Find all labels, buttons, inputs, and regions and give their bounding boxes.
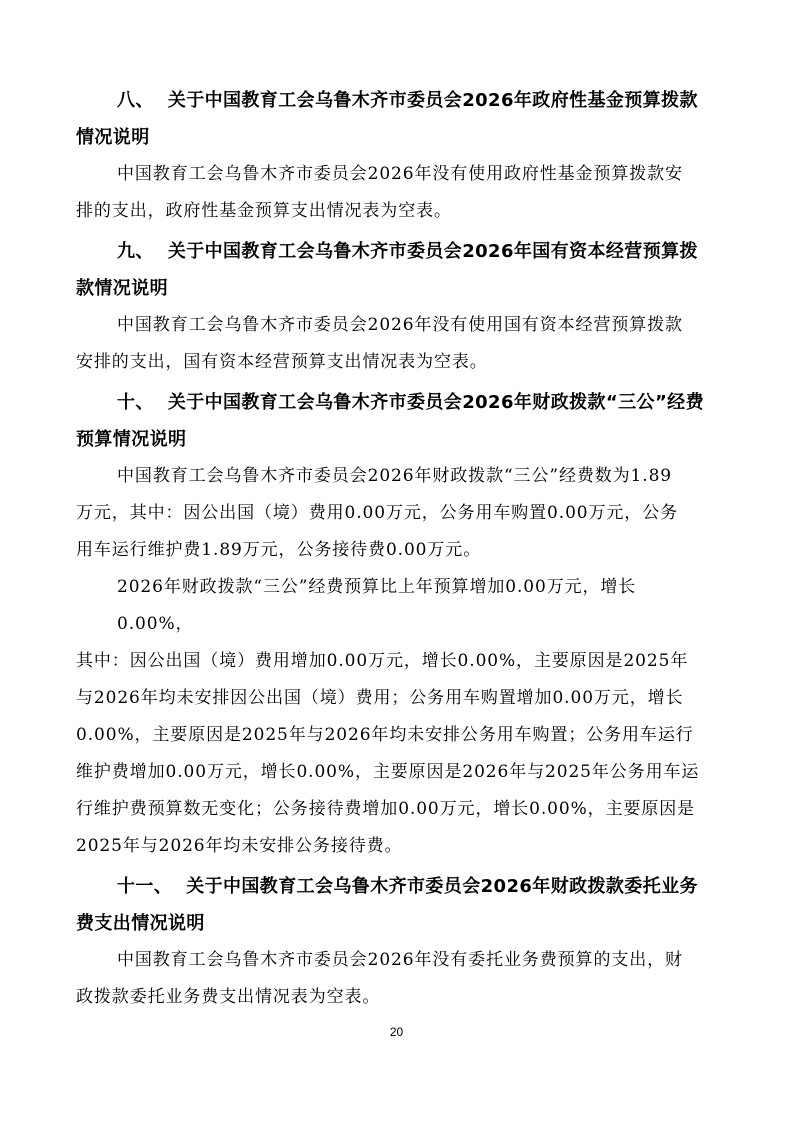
text-line: 行维护费预算数无变化；公务接待费增加0.00万元，增长0.00%，主要原因是 bbox=[76, 799, 696, 819]
text-line: 万元，其中：因公出国（境）费用0.00万元，公务用车购置0.00万元，公务 bbox=[76, 503, 679, 523]
text-line: 其中：因公出国（境）费用增加0.00万元，增长0.00%，主要原因是2025年 bbox=[76, 651, 689, 671]
section-number: 九、 bbox=[117, 241, 154, 262]
section-heading bbox=[76, 233, 707, 307]
text-line: 0.00%，主要原因是2025年与2026年均未安排公务用车购置；公务用车运行 bbox=[76, 725, 694, 745]
section-9 bbox=[76, 233, 707, 381]
heading-line: 关于中国教育工会乌鲁木齐市委员会2026年国有资本经营预算拨 bbox=[167, 241, 698, 262]
section-heading bbox=[76, 868, 707, 942]
body-paragraph bbox=[76, 156, 707, 230]
body-paragraph bbox=[76, 458, 707, 569]
text-line: 中国教育工会乌鲁木齐市委员会2026年没有委托业务费预算的支出，财 bbox=[117, 950, 683, 970]
section-heading bbox=[76, 384, 707, 458]
section-number: 八、 bbox=[117, 90, 154, 111]
text-line: 用车运行维护费1.89万元，公务接待费0.00万元。 bbox=[76, 540, 482, 560]
section-11 bbox=[76, 868, 707, 1016]
document-body bbox=[76, 82, 707, 1016]
text-line: 排的支出，政府性基金预算支出情况表为空表。 bbox=[76, 201, 452, 221]
heading-line: 预算情况说明 bbox=[76, 429, 187, 450]
text-line: 2025年与2026年均未安排公务接待费。 bbox=[76, 836, 403, 856]
heading-line: 费支出情况说明 bbox=[76, 913, 205, 934]
page-number: 20 bbox=[389, 1025, 404, 1039]
text-line: 2026年财政拨款“三公”经费预算比上年预算增加0.00万元，增长0.00%， bbox=[117, 577, 637, 634]
section-number: 十、 bbox=[117, 392, 154, 413]
heading-line: 关于中国教育工会乌鲁木齐市委员会2026年财政拨款委托业务 bbox=[186, 876, 698, 897]
body-paragraph bbox=[76, 569, 707, 865]
text-line: 中国教育工会乌鲁木齐市委员会2026年财政拨款“三公”经费数为1.89 bbox=[117, 466, 672, 486]
text-line: 中国教育工会乌鲁木齐市委员会2026年没有使用国有资本经营预算拨款 bbox=[117, 315, 683, 335]
body-paragraph bbox=[76, 307, 707, 381]
section-10 bbox=[76, 384, 707, 865]
heading-line: 关于中国教育工会乌鲁木齐市委员会2026年财政拨款“三公”经费 bbox=[167, 392, 704, 413]
text-line: 安排的支出，国有资本经营预算支出情况表为空表。 bbox=[76, 352, 488, 372]
section-8 bbox=[76, 82, 707, 230]
section-heading bbox=[76, 82, 707, 156]
section-number: 十一、 bbox=[117, 876, 173, 897]
text-line: 政拨款委托业务费支出情况表为空表。 bbox=[76, 987, 381, 1007]
heading-line: 关于中国教育工会乌鲁木齐市委员会2026年政府性基金预算拨款 bbox=[167, 90, 698, 111]
text-line: 维护费增加0.00万元，增长0.00%，主要原因是2026年与2025年公务用车运 bbox=[76, 762, 700, 782]
text-line: 中国教育工会乌鲁木齐市委员会2026年没有使用政府性基金预算拨款安 bbox=[117, 164, 683, 184]
heading-line: 款情况说明 bbox=[76, 278, 168, 299]
heading-line: 情况说明 bbox=[76, 127, 150, 148]
body-paragraph bbox=[76, 942, 707, 1016]
text-line: 与2026年均未安排因公出国（境）费用；公务用车购置增加0.00万元，增长 bbox=[76, 688, 684, 708]
